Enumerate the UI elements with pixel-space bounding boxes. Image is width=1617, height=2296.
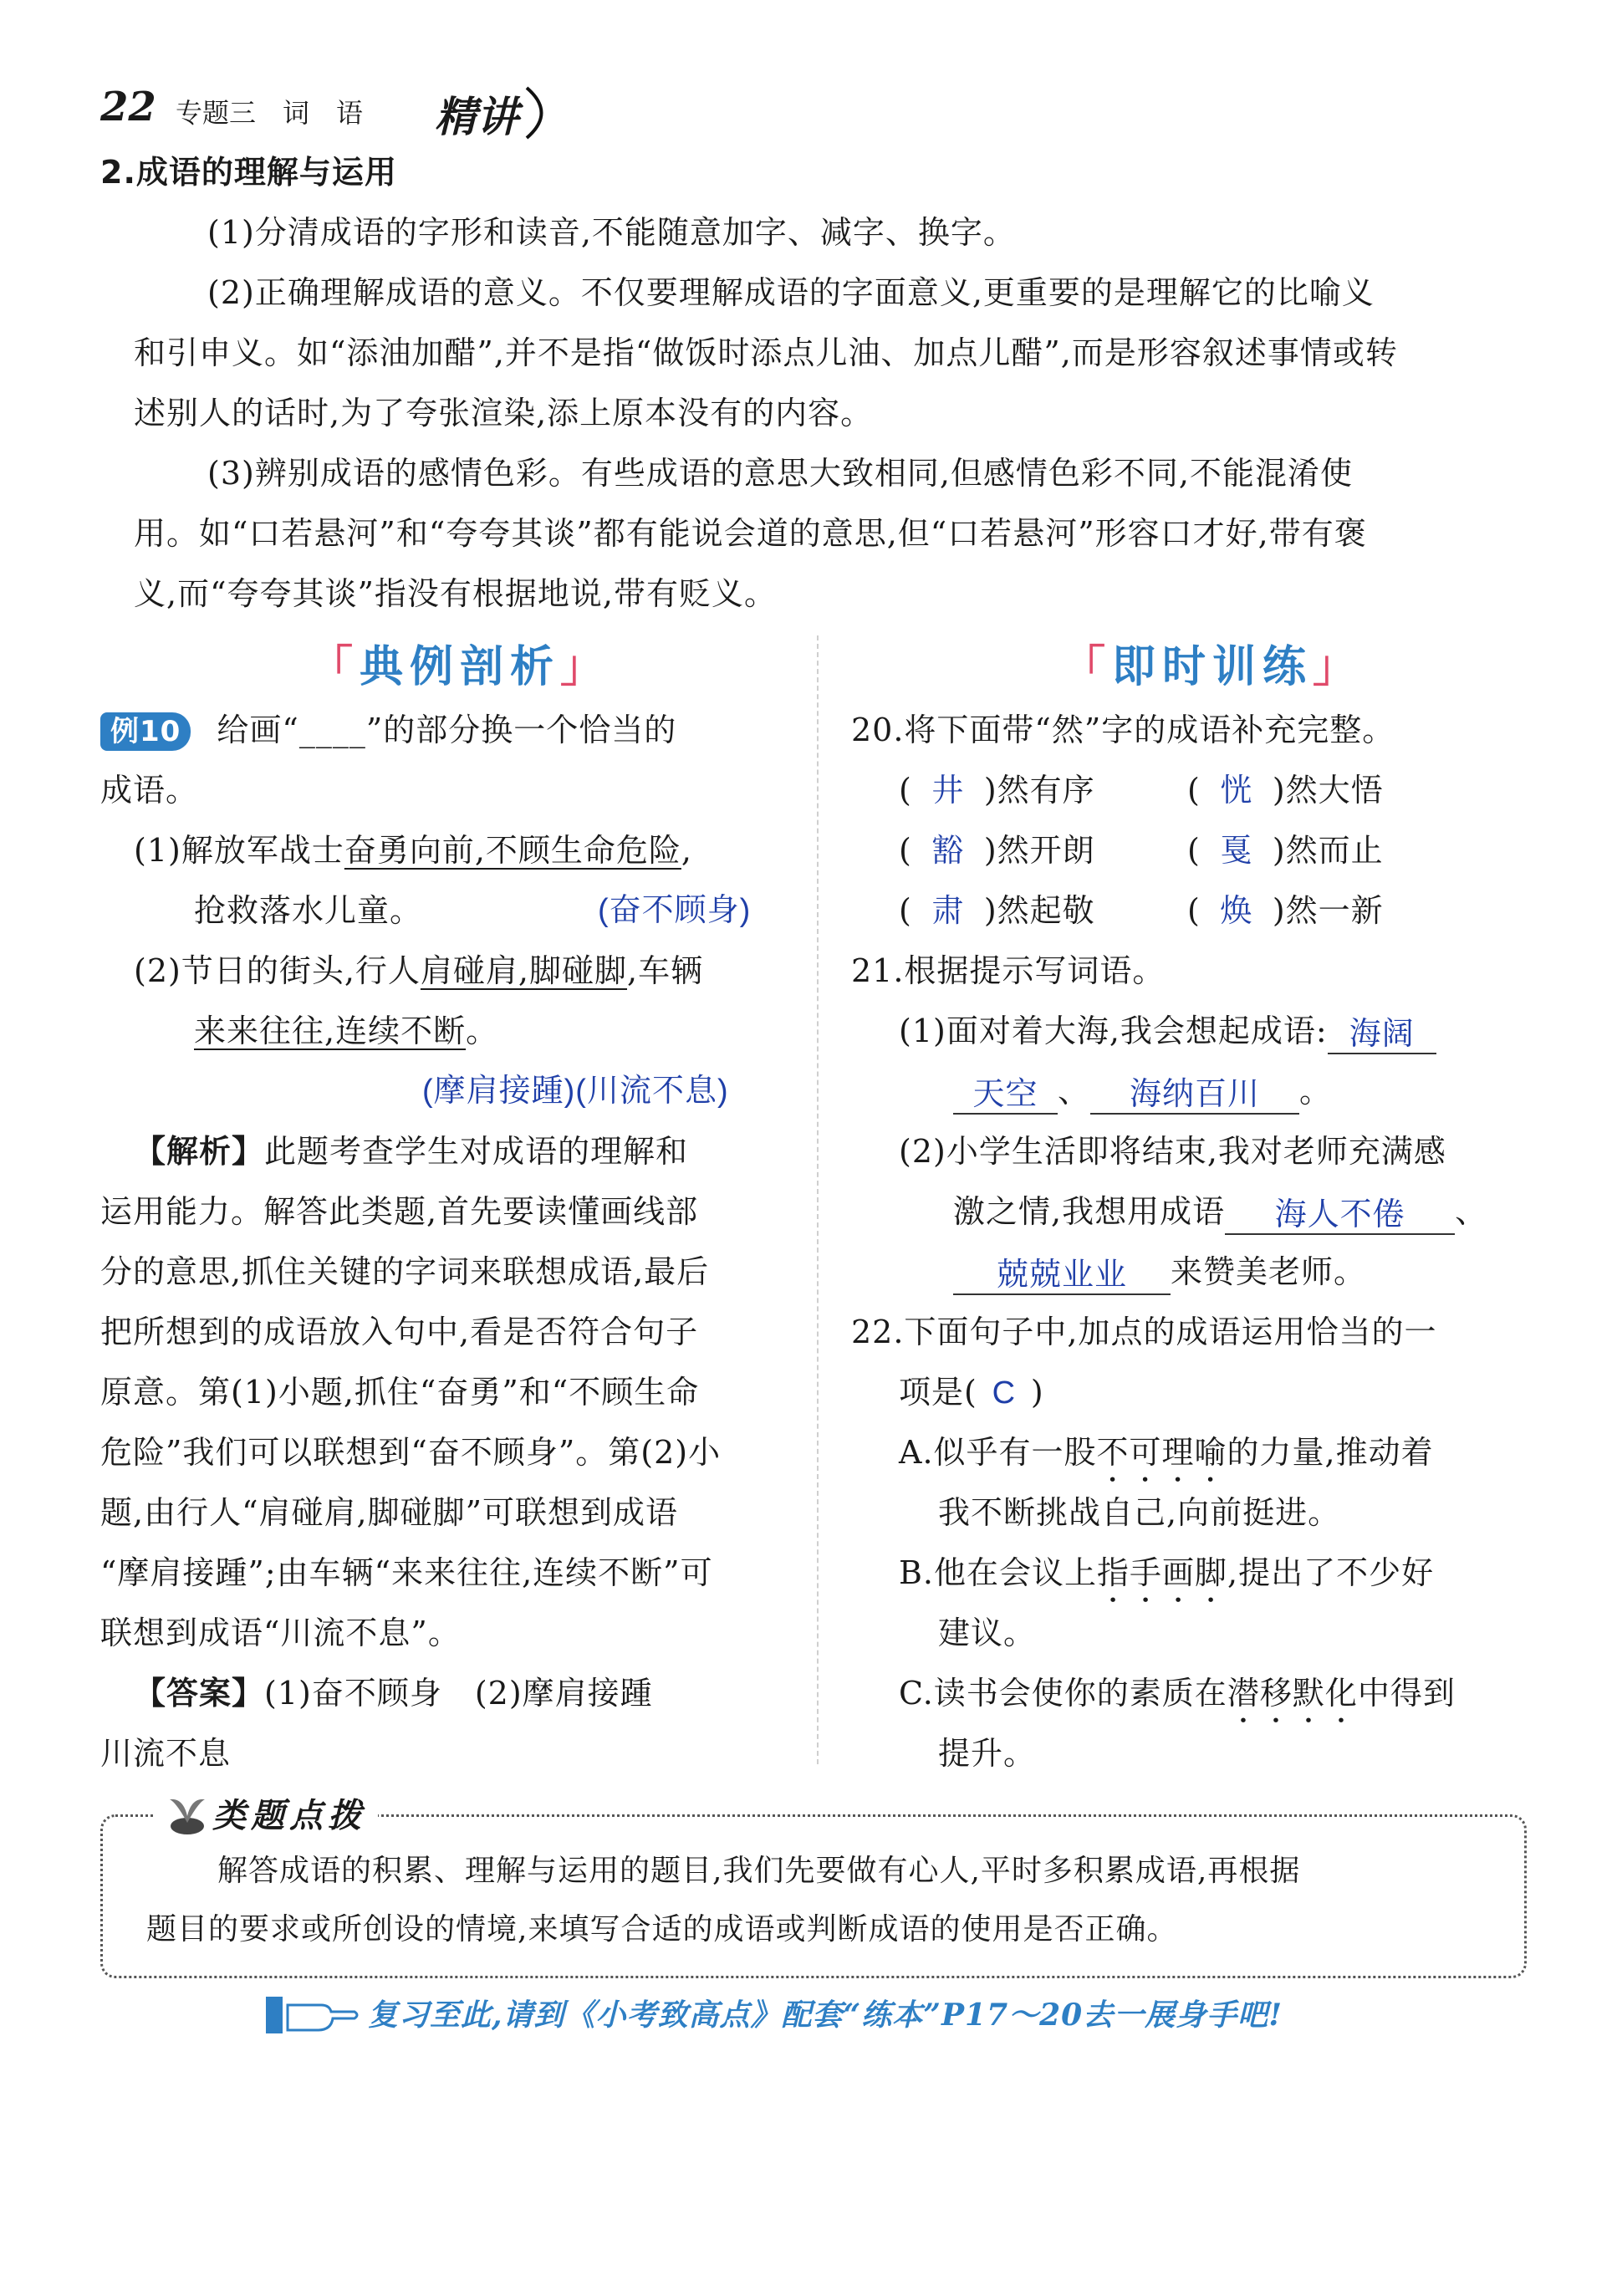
example-line1: 例10 给画“____”的部分换一个恰当的 — [100, 707, 676, 753]
tip-header — [155, 1789, 378, 1839]
q1-line2: 抢救落水儿童。 — [194, 892, 423, 929]
sprout-icon — [166, 1791, 208, 1836]
header-curve-icon — [518, 84, 560, 142]
section-p2-line3: 述别人的话时,为了夸张渲染,添上原本没有的内容。 — [134, 395, 874, 431]
section-p3-line3: 义,而“夸夸其谈”指没有根据地说,带有贬义。 — [134, 575, 778, 612]
q20-item-2: ( 恍 )然大悟 — [1187, 772, 1384, 809]
q22-line1: 22.下面句子中,加点的成语运用恰当的一 — [851, 1314, 1437, 1350]
q21-1-line2: 天空 、 海纳百川 。 — [953, 1068, 1332, 1115]
example-line2: 成语。 — [100, 772, 199, 809]
header-topic: 专题三 词 语 — [176, 97, 364, 129]
q22-option-a-line2: 我不断挑战自己,向前挺进。 — [938, 1494, 1341, 1531]
column-divider — [817, 635, 819, 1764]
tip-title: 类题点拨 — [212, 1796, 367, 1835]
analysis-line9: 联想到成语“川流不息”。 — [100, 1615, 461, 1651]
q22-option-c-line2: 提升。 — [938, 1735, 1037, 1772]
q1-answer: (奋不顾身) — [598, 893, 752, 928]
footer-bar — [266, 1997, 283, 2033]
q21-2-line2: 激之情,我想用成语 海人不倦 、 — [953, 1188, 1487, 1235]
section-heading: 2.成语的理解与运用 — [100, 154, 397, 191]
analysis-line8: “摩肩接踵”;由车辆“来来往往,连续不断”可 — [100, 1554, 713, 1591]
q2-line1: (2)节日的街头,行人肩碰肩,脚碰脚,车辆 — [134, 952, 704, 989]
answer-line1: 【答案】(1)奋不顾身 (2)摩肩接踵 — [134, 1674, 653, 1712]
q22-option-b-line2: 建议。 — [938, 1615, 1037, 1651]
q20-item-3: ( 豁 )然开朗 — [899, 832, 1095, 869]
answer-line2: 川流不息 — [100, 1735, 232, 1772]
q22-option-b-line1: B.他在会议上指手画脚,提出了不少好 — [899, 1554, 1435, 1591]
q21-2-line3: 兢兢业业 来赞美老师。 — [953, 1248, 1366, 1295]
page-number: 22 — [100, 84, 156, 130]
footer-text: 复习至此,请到《小考致高点》配套“练本”P17～20去一展身手吧! — [368, 1998, 1283, 2033]
analysis-line5: 原意。第(1)小题,抓住“奋勇”和“不顾生命 — [100, 1374, 700, 1411]
q1-line1: (1)解放军战士奋勇向前,不顾生命危险, — [134, 832, 693, 869]
q2-answer: (摩肩接踵)(川流不息) — [422, 1074, 729, 1109]
q20-item-5: ( 肃 )然起敬 — [899, 892, 1095, 929]
analysis-line7: 题,由行人“肩碰肩,脚碰脚”可联想到成语 — [100, 1494, 679, 1531]
section-p2-line1: (2)正确理解成语的意义。不仅要理解成语的字面意义,更重要的是理解它的比喻义 — [207, 274, 1375, 311]
q21-2-line1: (2)小学生活即将结束,我对老师充满感 — [899, 1133, 1446, 1170]
analysis-line6: 危险”我们可以联想到“奋不顾身”。第(2)小 — [100, 1434, 722, 1471]
q20-item-1: ( 井 )然有序 — [899, 772, 1095, 809]
header-brand: 精讲 — [435, 92, 518, 141]
tip-line1: 解答成语的积累、理解与运用的题目,我们先要做有心人,平时多积累成语,再根据 — [217, 1854, 1301, 1888]
analysis-line3: 分的意思,抓住关键的字词来联想成语,最后 — [100, 1253, 710, 1290]
example-badge: 例10 — [100, 712, 191, 751]
q2-line2: 来来往往,连续不断。 — [194, 1013, 499, 1049]
pointing-hand-icon — [284, 1993, 360, 2037]
left-column-title: 「典例剖析」 — [309, 642, 611, 692]
q21-1-line1: (1)面对着大海,我会想起成语: 海阔 — [899, 1008, 1436, 1054]
right-column-title: 「即时训练」 — [1062, 642, 1364, 692]
section-p3-line2: 用。如“口若悬河”和“夸夸其谈”都有能说会道的意思,但“口若悬河”形容口才好,带有褒 — [134, 515, 1367, 552]
q22-line2: 项是( C ) — [899, 1374, 1044, 1411]
q22-option-a-line1: A.似乎有一股不可理喻的力量,推动着 — [899, 1434, 1434, 1471]
analysis-line4: 把所想到的成语放入句中,看是否符合句子 — [100, 1314, 699, 1350]
q20-item-4: ( 戛 )然而止 — [1187, 832, 1384, 869]
analysis-line2: 运用能力。解答此类题,首先要读懂画线部 — [100, 1193, 699, 1230]
analysis-line1: 【解析】此题考查学生对成语的理解和 — [134, 1132, 689, 1170]
tip-line2: 题目的要求或所创设的情境,来填写合适的成语或判断成语的使用是否正确。 — [146, 1912, 1178, 1946]
page-header — [100, 84, 602, 142]
q20-prompt: 20.将下面带“然”字的成语补充完整。 — [851, 712, 1395, 748]
q21-prompt: 21.根据提示写词语。 — [851, 952, 1166, 989]
section-p3-line1: (3)辨别成语的感情色彩。有些成语的意思大致相同,但感情色彩不同,不能混淆使 — [207, 455, 1353, 492]
section-p1: (1)分清成语的字形和读音,不能随意加字、减字、换字。 — [207, 214, 1016, 251]
q22-option-c-line1: C.读书会使你的素质在潜移默化中得到 — [899, 1675, 1456, 1712]
section-p2-line2: 和引申义。如“添油加醋”,并不是指“做饭时添点儿油、加点儿醋”,而是形容叙述事情或转 — [134, 334, 1398, 371]
q20-item-6: ( 焕 )然一新 — [1187, 892, 1384, 929]
